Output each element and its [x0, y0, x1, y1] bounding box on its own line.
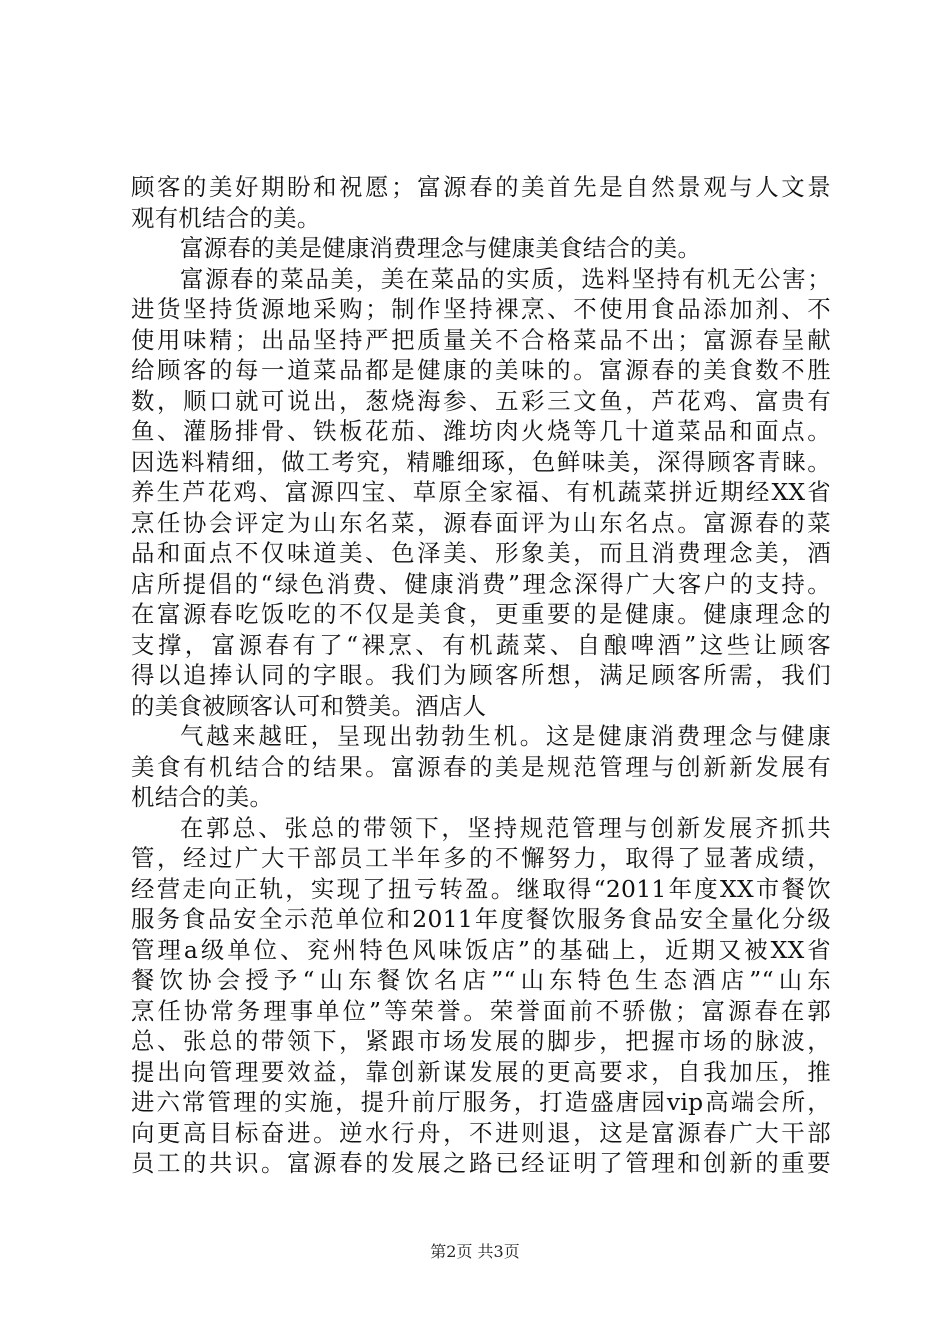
text-line: 给顾客的每一道菜品都是健康的美味的。富源春的美食数不胜: [131, 356, 831, 384]
text-line: 经营走向正轨，实现了扭亏转盈。继取得“2011年度XX市餐饮: [131, 874, 831, 903]
text-line: 因选料精细，做工考究，精雕细琢，色鲜味美，深得顾客青睐。: [131, 447, 831, 476]
page-footer: 第2页 共3页: [430, 1242, 520, 1261]
text-line: 在富源春吃饭吃的不仅是美食，更重要的是健康。健康理念的: [131, 600, 831, 628]
text-line: 得以追捧认同的字眼。我们为顾客所想，满足顾客所需，我们: [131, 661, 831, 689]
text-line: 气越来越旺，呈现出勃勃生机。这是健康消费理念与健康: [180, 722, 831, 750]
text-line: 管，经过广大干部员工半年多的不懈努力，取得了显著成绩，: [131, 844, 831, 872]
text-line: 管理a级单位、兖州特色风味饭店”的基础上，近期又被XX省: [131, 935, 831, 964]
text-line: 员工的共识。富源春的发展之路已经证明了管理和创新的重要: [131, 1149, 831, 1177]
text-line: 机结合的美。: [131, 783, 274, 811]
text-line: 进货坚持货源地采购；制作坚持裸烹、不使用食品添加剂、不: [131, 295, 831, 323]
text-line: 在郭总、张总的带领下，坚持规范管理与创新发展齐抓共: [180, 813, 831, 842]
text-line: 烹任协常务理事单位”等荣誉。荣誉面前不骄傲；富源春在郭: [131, 996, 831, 1025]
text-line: 提出向管理要效益，靠创新谋发展的更高要求，自我加压，推: [131, 1057, 831, 1086]
document-body: [131, 172, 831, 1179]
text-line: 使用味精；出品坚持严把质量关不合格菜品不出；富源春呈献: [131, 325, 831, 354]
text-line: 烹任协会评定为山东名菜，源春面评为山东名点。富源春的菜: [131, 508, 831, 537]
text-line: 数，顺口就可说出，葱烧海参、五彩三文鱼，芦花鸡、富贵有: [131, 386, 831, 415]
text-line: 美食有机结合的结果。富源春的美是规范管理与创新新发展有: [131, 752, 831, 781]
text-line: 鱼、灌肠排骨、铁板花茄、潍坊肉火烧等几十道菜品和面点。: [131, 417, 831, 445]
text-line: 总、张总的带领下，紧跟市场发展的脚步，把握市场的脉波，: [131, 1027, 831, 1055]
text-line: 养生芦花鸡、富源四宝、草原全家福、有机蔬菜拼近期经XX省: [131, 478, 831, 506]
text-line: 向更高目标奋进。逆水行舟，不进则退，这是富源春广大干部: [131, 1118, 831, 1147]
text-line: 进六常管理的实施，提升前厅服务，打造盛唐园vip高端会所，: [131, 1088, 831, 1116]
text-line: 服务食品安全示范单位和2011年度餐饮服务食品安全量化分级: [131, 905, 831, 933]
text-line: 顾客的美好期盼和祝愿；富源春的美首先是自然景观与人文景: [131, 173, 831, 201]
text-line: 观有机结合的美。: [131, 203, 321, 232]
text-line: 富源春的菜品美，美在菜品的实质，选料坚持有机无公害；: [180, 264, 831, 293]
text-line: 的美食被顾客认可和赞美。酒店人: [131, 691, 487, 720]
text-line: 富源春的美是健康消费理念与健康美食结合的美。: [180, 234, 702, 262]
text-line: 支撑，富源春有了“裸烹、有机蔬菜、自酿啤酒”这些让顾客: [131, 630, 831, 659]
text-line: 店所提倡的“绿色消费、健康消费”理念深得广大客户的支持。: [131, 569, 831, 598]
text-line: 餐饮协会授予“山东餐饮名店”“山东特色生态酒店”“山东: [131, 966, 831, 994]
text-line: 品和面点不仅味道美、色泽美、形象美，而且消费理念美，酒: [131, 539, 831, 567]
